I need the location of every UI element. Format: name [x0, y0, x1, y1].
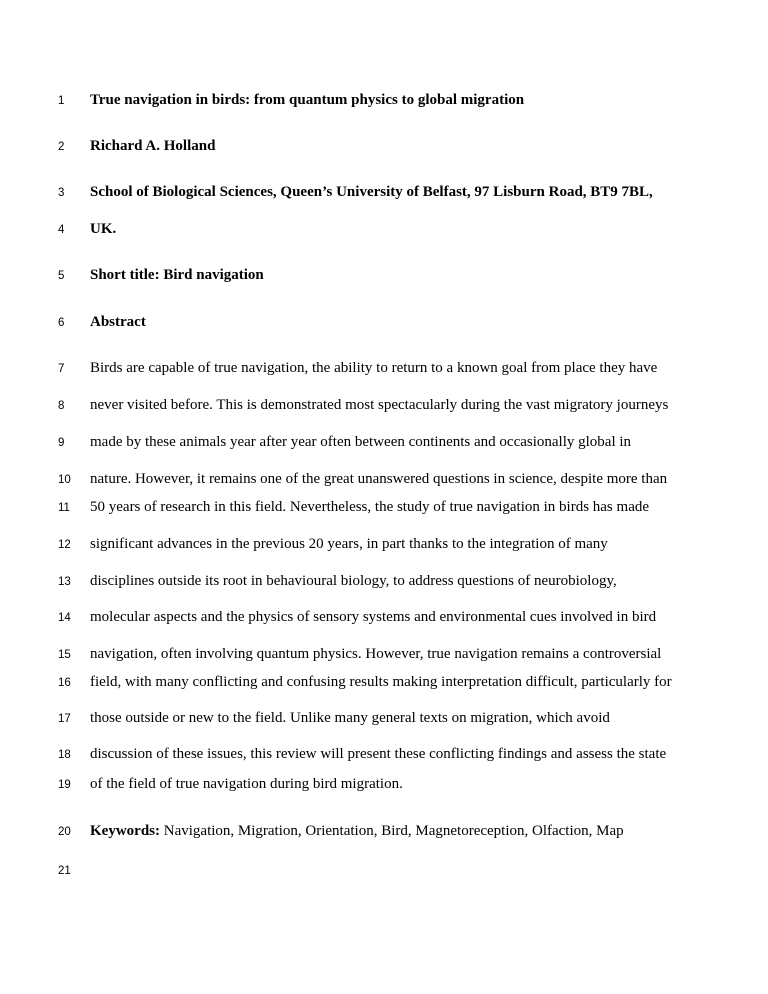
line-number: 2 — [58, 141, 65, 153]
empty-line — [0, 862, 768, 882]
keywords — [90, 823, 624, 840]
line-number: 8 — [58, 400, 65, 412]
author-name: Richard A. Holland — [90, 138, 216, 154]
abstract-text: Birds are capable of true navigation, the ability to return to a known goal from place they have — [90, 360, 658, 376]
line-number: 11 — [58, 502, 70, 514]
abstract-text: molecular aspects and the physics of sensory systems and environmental cues involved in bird — [90, 609, 657, 625]
line-number: 15 — [58, 649, 71, 661]
abstract-text: those outside or new to the field. Unlike many general texts on migration, which avoid — [90, 710, 610, 726]
abstract-line — [0, 710, 768, 730]
abstract-line — [0, 746, 768, 766]
line-number: 10 — [58, 474, 71, 486]
abstract-line — [0, 776, 768, 796]
line-number: 19 — [58, 779, 71, 791]
title-line — [0, 92, 768, 112]
abstract-text: 50 years of research in this field. Nevertheless, the study of true navigation in birds has made — [90, 499, 650, 515]
line-number: 3 — [58, 187, 65, 199]
line-number: 14 — [58, 612, 71, 624]
abstract-line — [0, 471, 768, 491]
paper-title: True navigation in birds: from quantum physics to global migration — [90, 92, 525, 108]
line-number: 9 — [58, 437, 65, 449]
line-number: 13 — [58, 576, 71, 588]
abstract-line — [0, 646, 768, 666]
abstract-text: significant advances in the previous 20 years, in part thanks to the integration of many — [90, 536, 608, 552]
line-number: 1 — [58, 95, 65, 107]
abstract-text: navigation, often involving quantum physics. However, true navigation remains a controversial — [90, 646, 662, 662]
abstract-text: discussion of these issues, this review will present these conflicting findings and assess the state — [90, 746, 667, 762]
affiliation-line — [0, 221, 768, 241]
abstract-line — [0, 397, 768, 417]
abstract-heading-line — [0, 314, 768, 334]
abstract-heading: Abstract — [90, 314, 146, 330]
line-number: 7 — [58, 363, 65, 375]
line-number: 21 — [58, 865, 71, 877]
abstract-text: made by these animals year after year often between continents and occasionally global in — [90, 434, 632, 450]
abstract-line — [0, 434, 768, 454]
abstract-line — [0, 674, 768, 694]
keywords-list: Navigation, Migration, Orientation, Bird, Magnetoreception, Olfaction, Map — [160, 823, 624, 839]
abstract-text: disciplines outside its root in behavioural biology, to address questions of neurobiology, — [90, 573, 617, 589]
line-number: 18 — [58, 749, 71, 761]
line-number: 6 — [58, 317, 65, 329]
short-title: Short title: Bird navigation — [90, 267, 264, 283]
line-number: 4 — [58, 224, 65, 236]
line-number: 16 — [58, 677, 71, 689]
keywords-line — [0, 823, 768, 843]
abstract-line — [0, 360, 768, 380]
affiliation-country: UK. — [90, 221, 117, 237]
abstract-line — [0, 499, 768, 519]
abstract-text: nature. However, it remains one of the great unanswered questions in science, despite more than — [90, 471, 668, 487]
line-number: 5 — [58, 270, 65, 282]
line-number: 17 — [58, 713, 71, 725]
line-number: 12 — [58, 539, 71, 551]
abstract-text: of the field of true navigation during bird migration. — [90, 776, 403, 792]
abstract-text: field, with many conflicting and confusing results making interpretation difficult, particularly for — [90, 674, 672, 690]
abstract-text: never visited before. This is demonstrated most spectacularly during the vast migratory journeys — [90, 397, 669, 413]
line-number: 20 — [58, 826, 71, 838]
affiliation: School of Biological Sciences, Queen’s University of Belfast, 97 Lisburn Road, BT9 7BL, — [90, 184, 653, 200]
affiliation-line — [0, 184, 768, 204]
abstract-line — [0, 536, 768, 556]
abstract-line — [0, 609, 768, 629]
author-line — [0, 138, 768, 158]
short-title-line — [0, 267, 768, 287]
keywords-label: Keywords: — [90, 823, 160, 839]
abstract-line — [0, 573, 768, 593]
